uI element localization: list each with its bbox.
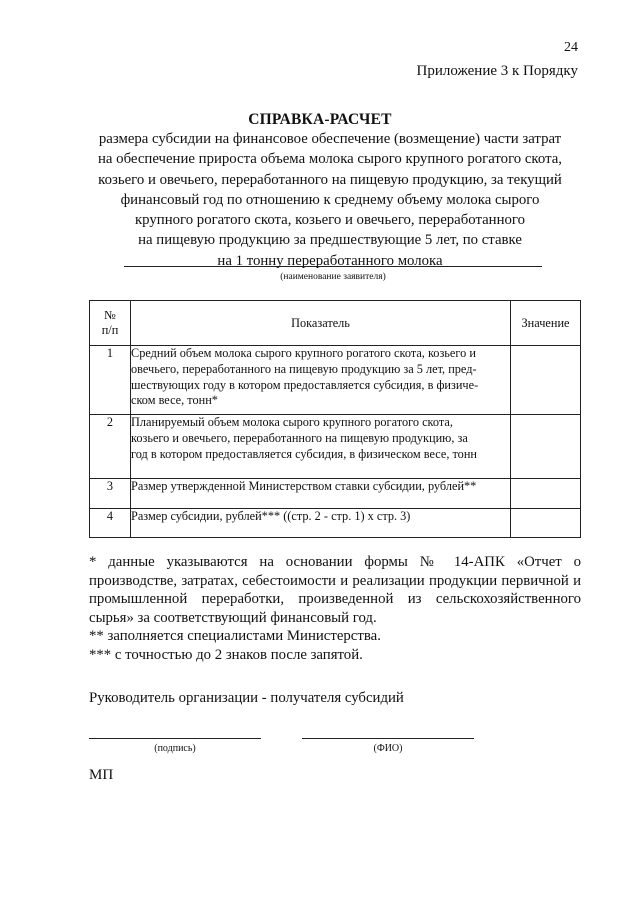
subtitle-line: на обеспечение прироста объема молока сырого крупного рогатого скота, — [98, 151, 562, 168]
row-number: 3 — [90, 479, 131, 509]
subtitle-line: козьего и овечьего, переработанного на пищевую продукцию, за текущий — [98, 171, 562, 188]
row-value-cell[interactable] — [511, 509, 581, 538]
indicator-line: Средний объем молока сырого крупного рогатого скота, козьего и — [131, 346, 476, 360]
row-indicator — [131, 479, 511, 509]
header-num-symbol: № — [104, 308, 116, 322]
subtitle-line: на пищевую продукцию за предшествующие 5 лет, по ставке — [138, 232, 522, 249]
stamp-place-label: МП — [89, 767, 114, 783]
row-number: 1 — [90, 346, 131, 415]
appendix-label: Приложение 3 к Порядку — [416, 63, 578, 79]
indicator-line: ском весе, тонн* — [131, 393, 218, 408]
indicator-line: год в котором предоставляется субсидия, в физическом весе, тонн — [131, 446, 477, 461]
row-indicator — [131, 509, 511, 538]
document-subtitle — [80, 129, 580, 271]
calculation-table — [89, 300, 581, 538]
document-title: СПРАВКА-РАСЧЕТ — [248, 111, 392, 128]
row-value-cell[interactable] — [511, 479, 581, 509]
row-number: 4 — [90, 509, 131, 538]
table-row — [90, 415, 581, 479]
indicator-line: овечьего, переработанного на пищевую продукцию за 5 лет, пред- — [131, 361, 477, 376]
header-num — [90, 301, 131, 346]
full-name-field[interactable] — [302, 738, 474, 739]
indicator-line: шествующих году в котором предоставляется субсидия, в физиче- — [131, 377, 479, 392]
footnote-1: * данные указываются на основании формы № 14-АПК «Отчет о производстве, затратах, себестоимости и реализации продукции первичной и промышленной переработки, произведенной из сельскохозяйственного сырья» за соответствующий финансовый год. — [89, 554, 581, 626]
footnote-3: *** с точностью до 2 знаков после запятой. — [89, 646, 363, 663]
row-value-cell[interactable] — [511, 346, 581, 415]
indicator-line: козьего и овечьего, переработанного на пищевую продукцию, за — [131, 430, 468, 445]
full-name-caption: (ФИО) — [373, 743, 403, 754]
table-row — [90, 479, 581, 509]
signature-caption: (подпись) — [154, 743, 196, 754]
indicator-line: Планируемый объем молока сырого крупного рогатого скота, — [131, 415, 453, 429]
header-num-abbr: п/п — [101, 323, 119, 337]
header-value: Значение — [511, 301, 581, 346]
signature-field[interactable] — [89, 738, 261, 739]
indicator-line: Размер утвержденной Министерством ставки субсидии, рублей** — [131, 479, 477, 493]
table-header-row — [90, 301, 581, 346]
row-value-cell[interactable] — [511, 415, 581, 479]
table-row — [90, 509, 581, 538]
row-number: 2 — [90, 415, 131, 479]
applicant-name-field[interactable] — [124, 266, 542, 267]
table-row — [90, 346, 581, 415]
indicator-line: Размер субсидии, рублей*** ((стр. 2 - стр. 1) х стр. 3) — [131, 509, 411, 523]
subtitle-line: размера субсидии на финансовое обеспечение (возмещение) части затрат — [98, 131, 562, 147]
subtitle-line: финансовый год по отношению к среднему объему молока сырого — [120, 191, 540, 208]
footnote-2: ** заполняется специалистами Министерства. — [89, 628, 381, 644]
subtitle-line: на 1 тонну переработанного молока — [217, 252, 443, 269]
row-indicator — [131, 346, 511, 415]
page-number: 24 — [564, 40, 578, 55]
applicant-caption: (наименование заявителя) — [280, 272, 386, 282]
header-indicator: Показатель — [131, 301, 511, 346]
signatory-title: Руководитель организации - получателя субсидий — [89, 690, 404, 706]
row-indicator — [131, 415, 511, 479]
footnotes — [89, 553, 581, 664]
subtitle-line: крупного рогатого скота, козьего и овечьего, переработанного — [134, 212, 526, 229]
